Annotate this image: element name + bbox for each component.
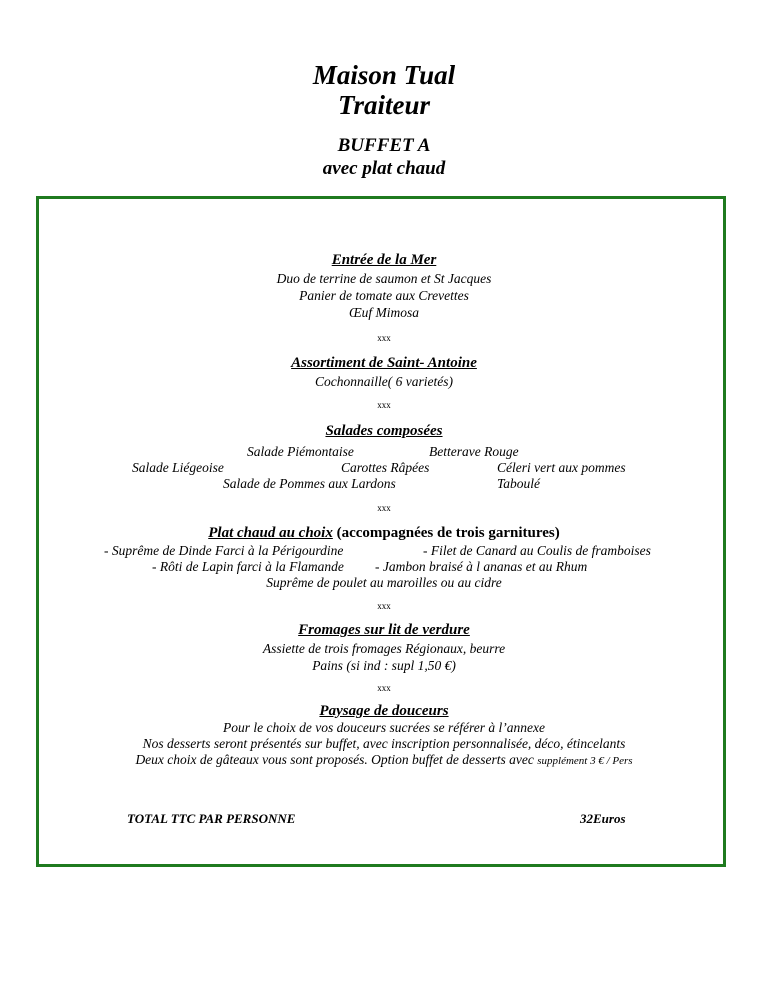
salade-item: Betterave Rouge xyxy=(429,444,519,459)
dessert-item: Deux choix de gâteaux vous sont proposés. Option buffet de desserts avec xyxy=(135,752,538,767)
total-value: 32Euros xyxy=(580,811,626,826)
dessert-item: Nos desserts seront présentés sur buffet, avec inscription personnalisée, déco, étincelants xyxy=(142,736,626,751)
separator: xxx xyxy=(377,683,391,693)
section-title-plat-row xyxy=(0,524,768,542)
buffet-name: BUFFET A xyxy=(337,135,431,156)
plat-item: - Filet de Canard au Coulis de framboises xyxy=(423,543,651,558)
entree-item: Œuf Mimosa xyxy=(348,305,420,320)
separator: xxx xyxy=(377,503,391,513)
total-label: TOTAL TTC PAR PERSONNE xyxy=(127,811,296,826)
separator: xxx xyxy=(377,333,391,343)
salade-item: Carottes Râpées xyxy=(341,460,430,475)
entree-item: Duo de terrine de saumon et St Jacques xyxy=(276,271,492,286)
salade-item: Céleri vert aux pommes xyxy=(497,460,626,475)
section-title-assortiment: Assortiment de Saint- Antoine xyxy=(291,355,477,371)
plat-garnitures-note: (accompagnées de trois garnitures) xyxy=(332,525,560,541)
plat-item: Suprême de poulet au maroilles ou au cidre xyxy=(266,575,502,590)
fromage-item: Assiette de trois fromages Régionaux, beurre xyxy=(262,641,506,656)
title-line-2: Traiteur xyxy=(337,90,430,120)
section-title-desserts: Paysage de douceurs xyxy=(319,703,449,719)
section-title-fromages: Fromages sur lit de verdure xyxy=(298,622,470,638)
salade-item: Salade Piémontaise xyxy=(247,444,354,459)
separator: xxx xyxy=(377,601,391,611)
salade-item: Taboulé xyxy=(497,476,541,491)
section-title-salades: Salades composées xyxy=(325,423,443,439)
entree-item: Panier de tomate aux Crevettes xyxy=(299,288,469,303)
plat-item: - Suprême de Dinde Farci à la Périgourdine xyxy=(104,543,344,558)
title-line-1: Maison Tual xyxy=(312,60,456,90)
salade-item: Salade de Pommes aux Lardons xyxy=(223,476,396,491)
dessert-item: Pour le choix de vos douceurs sucrées se référer à l’annexe xyxy=(223,720,545,735)
assortiment-item: Cochonnaille( 6 varietés) xyxy=(315,374,453,389)
plat-item: - Rôti de Lapin farci à la Flamande xyxy=(152,559,344,574)
section-title-plat: Plat chaud au choix xyxy=(208,525,333,541)
separator: xxx xyxy=(377,400,391,410)
dessert-supplement: supplément 3 € / Pers xyxy=(537,755,633,767)
dessert-item-row xyxy=(0,752,768,769)
fromage-item: Pains (si ind : supl 1,50 €) xyxy=(312,658,456,673)
salade-item: Salade Liégeoise xyxy=(132,460,224,475)
buffet-subtitle: avec plat chaud xyxy=(322,158,446,179)
plat-item: - Jambon braisé à l ananas et au Rhum xyxy=(375,559,588,574)
section-title-entree: Entrée de la Mer xyxy=(331,252,437,268)
